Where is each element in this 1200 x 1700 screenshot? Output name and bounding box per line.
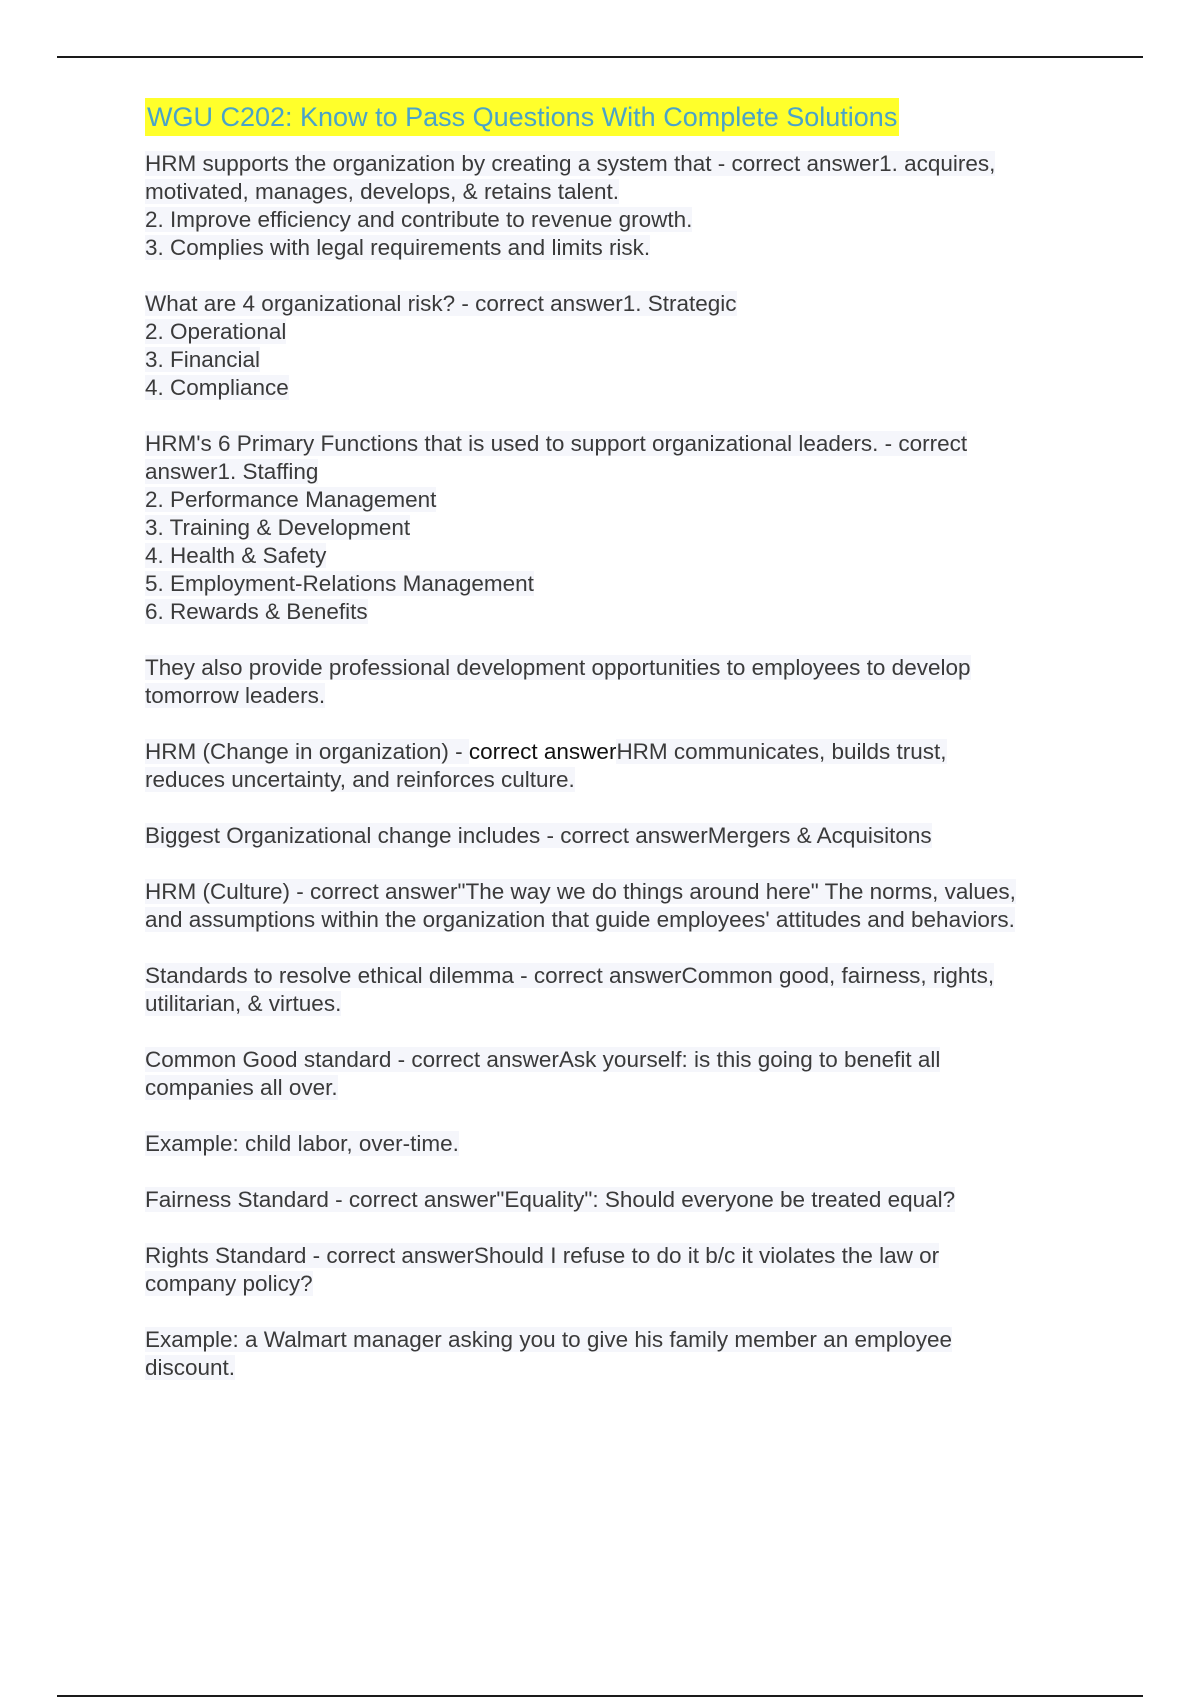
text-line: They also provide professional development opportunities to employees to develop (145, 655, 971, 680)
text-line: HRM (Culture) - correct answer"The way we do things around here" The norms, values, (145, 879, 1016, 904)
paragraph-primary-functions (145, 430, 1085, 626)
paragraph-example-walmart (145, 1326, 1085, 1382)
paragraph-biggest-change (145, 822, 1085, 850)
text-line: 4. Health & Safety (145, 543, 327, 568)
text-line: Fairness Standard - correct answer"Equality": Should everyone be treated equal? (145, 1187, 956, 1212)
text-line: 5. Employment-Relations Management (145, 571, 534, 596)
paragraph-example-child-labor (145, 1130, 1085, 1158)
text-line: 2. Improve efficiency and contribute to revenue growth. (145, 207, 693, 232)
paragraph-fairness (145, 1186, 1085, 1214)
text-line: motivated, manages, develops, & retains talent. (145, 179, 620, 204)
text-line: HRM supports the organization by creating a system that - correct answer1. acquires, (145, 151, 996, 176)
text-line: 6. Rewards & Benefits (145, 599, 368, 624)
text-line: Common Good standard - correct answerAsk yourself: is this going to benefit all (145, 1047, 941, 1072)
text-line: and assumptions within the organization that guide employees' attitudes and behaviors. (145, 907, 1015, 932)
text-line: 3. Financial (145, 347, 261, 372)
text-line: 3. Training & Development (145, 515, 411, 540)
answer-label: correct answer (468, 739, 617, 764)
text-line: 2. Performance Management (145, 487, 437, 512)
bottom-rule (57, 1695, 1143, 1697)
document-body (145, 98, 1085, 1410)
paragraph-professional-development (145, 654, 1085, 710)
paragraph-rights (145, 1242, 1085, 1298)
text-line: Rights Standard - correct answerShould I refuse to do it b/c it violates the law or (145, 1243, 940, 1268)
paragraph-ethical-standards (145, 962, 1085, 1018)
text-line: 3. Complies with legal requirements and limits risk. (145, 235, 651, 260)
paragraph-common-good (145, 1046, 1085, 1102)
top-rule (57, 56, 1143, 58)
text-line: HRM (Change in organization) - correct answerHRM communicates, builds trust, (145, 739, 947, 764)
text-line: What are 4 organizational risk? - correct answer1. Strategic (145, 291, 737, 316)
text-line: answer1. Staffing (145, 459, 319, 484)
text-line: reduces uncertainty, and reinforces culture. (145, 767, 575, 792)
paragraph-hrm-culture (145, 878, 1085, 934)
text-line: Standards to resolve ethical dilemma - correct answerCommon good, fairness, rights, (145, 963, 995, 988)
paragraph-hrm-change (145, 738, 1085, 794)
text-line: utilitarian, & virtues. (145, 991, 342, 1016)
text-line: Biggest Organizational change includes - correct answerMergers & Acquisitons (145, 823, 932, 848)
document-title: WGU C202: Know to Pass Questions With Complete Solutions (145, 98, 899, 136)
text-line: Example: a Walmart manager asking you to give his family member an employee (145, 1327, 953, 1352)
paragraph-organizational-risk (145, 290, 1085, 402)
text-line: companies all over. (145, 1075, 338, 1100)
text-line: 2. Operational (145, 319, 287, 344)
text-line: discount. (145, 1355, 236, 1380)
text-line: Example: child labor, over-time. (145, 1131, 459, 1156)
paragraph-hrm-supports (145, 150, 1085, 262)
text-line: 4. Compliance (145, 375, 289, 400)
text-line: HRM's 6 Primary Functions that is used to support organizational leaders. - correct (145, 431, 968, 456)
text-line: tomorrow leaders. (145, 683, 326, 708)
text-line: company policy? (145, 1271, 313, 1296)
